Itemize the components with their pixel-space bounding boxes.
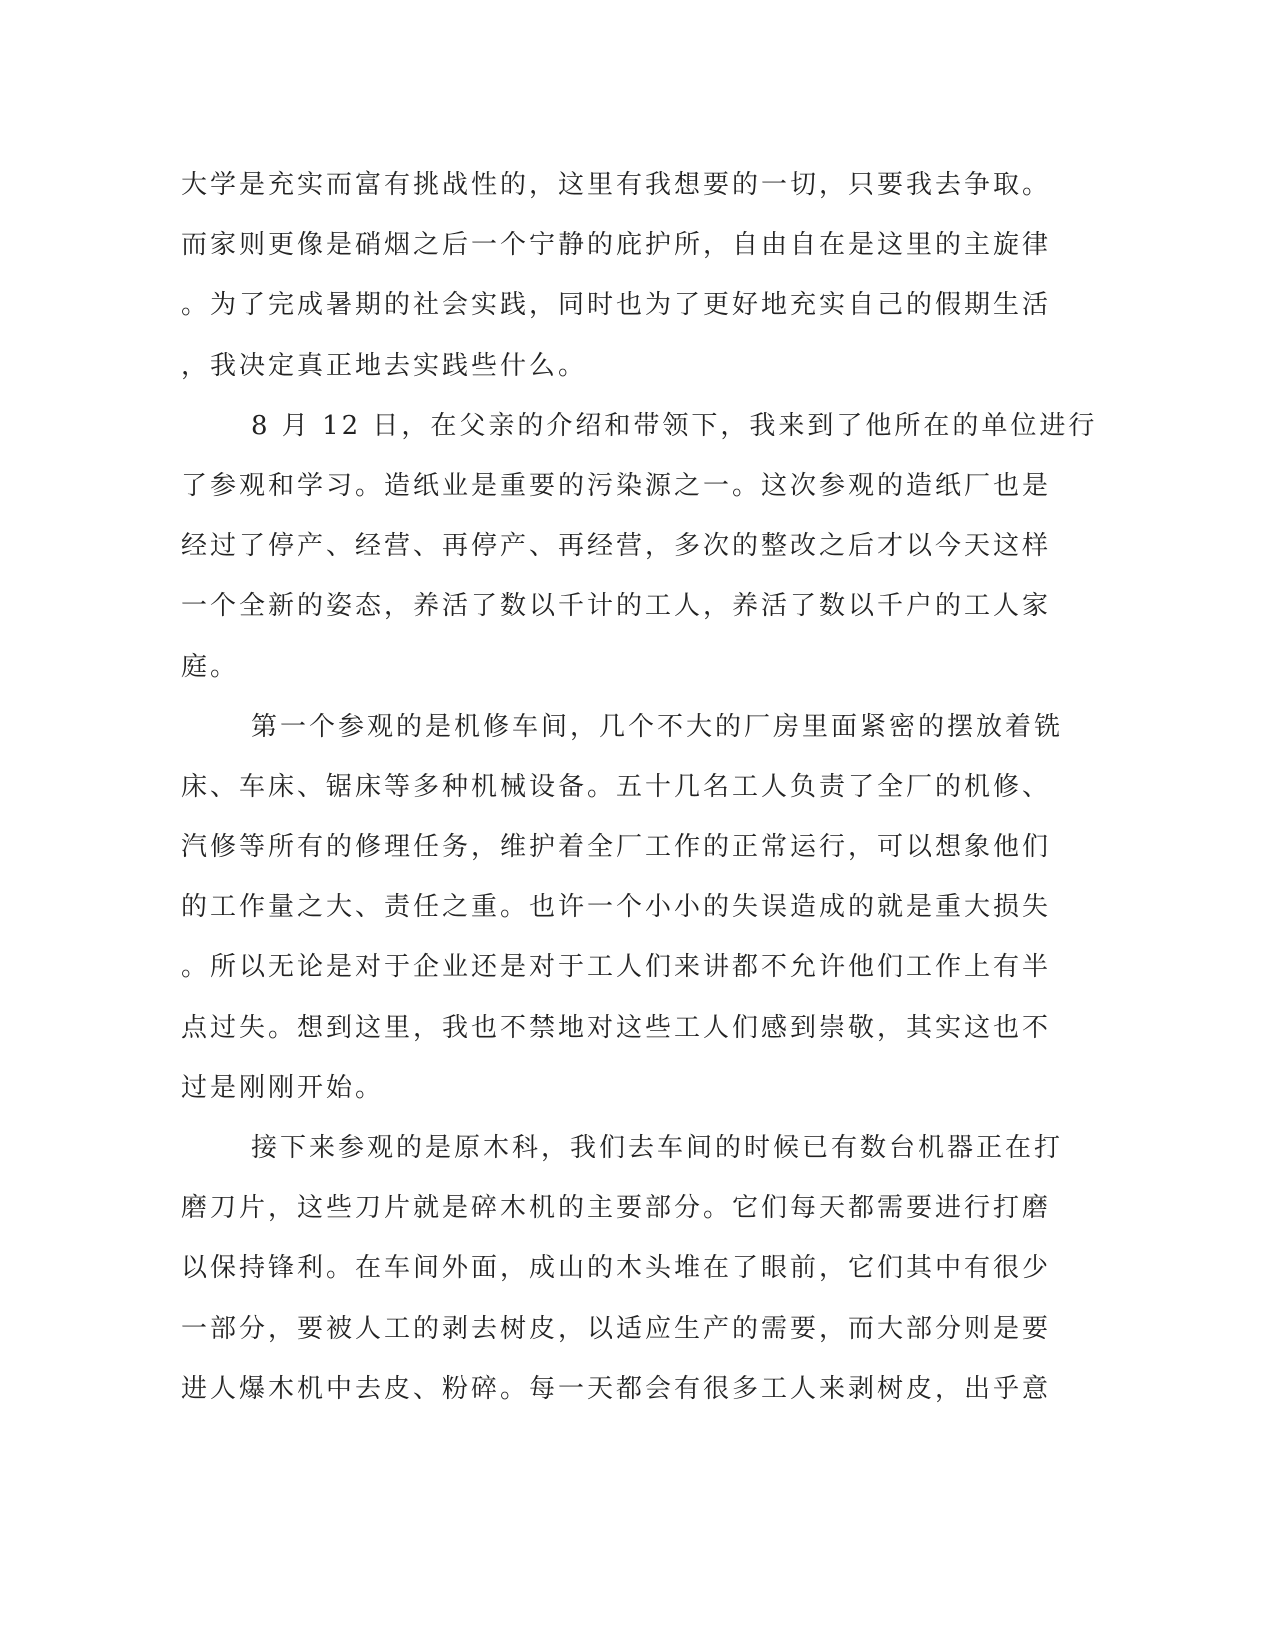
text-line: 的工作量之大、责任之重。也许一个小小的失误造成的就是重大损失	[181, 892, 1052, 923]
paragraph-first-line: 8 月 12 日，在父亲的介绍和带领下，我来到了他所在的单位进行	[251, 410, 1098, 441]
text-line: 了参观和学习。造纸业是重要的污染源之一。这次参观的造纸厂也是	[181, 470, 1052, 501]
text-line: 庭。	[181, 651, 240, 682]
text-line: 床、车床、锯床等多种机械设备。五十几名工人负责了全厂的机修、	[181, 771, 1052, 802]
text-line: 以保持锋利。在车间外面，成山的木头堆在了眼前，它们其中有很少	[181, 1253, 1052, 1284]
text-line: 一部分，要被人工的剥去树皮，以适应生产的需要，而大部分则是要	[181, 1313, 1052, 1344]
text-line: 进人爆木机中去皮、粉碎。每一天都会有很多工人来剥树皮，出乎意	[181, 1373, 1052, 1404]
text-line: 过是刚刚开始。	[181, 1072, 385, 1103]
document-body	[181, 155, 1098, 1419]
paragraph-first-line: 接下来参观的是原木科，我们去车间的时候已有数台机器正在打	[251, 1133, 1064, 1163]
text-line: 。为了完成暑期的社会实践，同时也为了更好地充实自己的假期生活	[181, 290, 1052, 321]
text-line: 经过了停产、经营、再停产、再经营，多次的整改之后才以今天这样	[181, 531, 1052, 562]
text-line: 。所以无论是对于企业还是对于工人们来讲都不允许他们工作上有半	[181, 952, 1052, 983]
text-line: 磨刀片，这些刀片就是碎木机的主要部分。它们每天都需要进行打磨	[181, 1193, 1052, 1224]
text-line: 点过失。想到这里，我也不禁地对这些工人们感到崇敬，其实这也不	[181, 1012, 1052, 1043]
text-line: 而家则更像是硝烟之后一个宁静的庇护所，自由自在是这里的主旋律	[181, 230, 1052, 261]
text-line: 大学是充实而富有挑战性的，这里有我想要的一切，只要我去争取。	[181, 170, 1052, 200]
paragraph-first-line: 第一个参观的是机修车间，几个不大的厂房里面紧密的摆放着铣	[251, 711, 1064, 742]
text-line: 汽修等所有的修理任务，维护着全厂工作的正常运行，可以想象他们	[181, 832, 1052, 863]
text-line: ，我决定真正地去实践些什么。	[181, 350, 588, 381]
text-line: 一个全新的姿态，养活了数以千计的工人，养活了数以千户的工人家	[181, 591, 1052, 622]
